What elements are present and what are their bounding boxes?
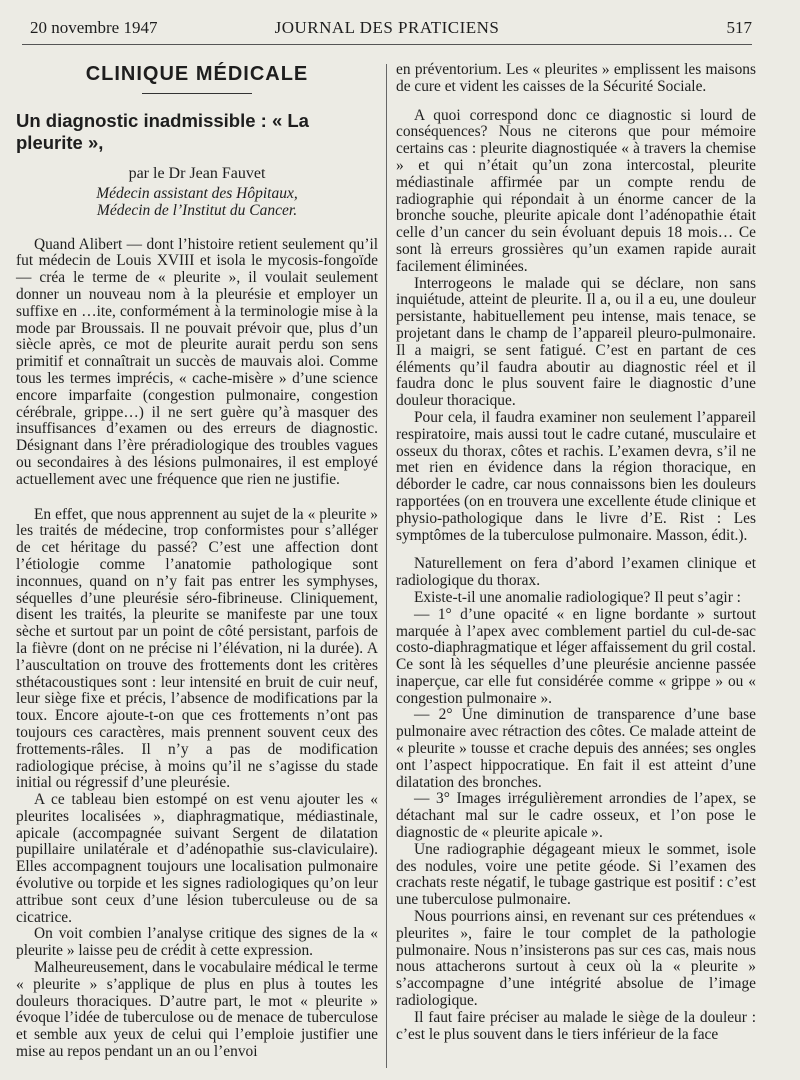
section-heading: CLINIQUE MÉDICALE — [85, 63, 309, 85]
paragraph: Il faut faire préciser au malade le siège de la douleur : c’est le plus souvent dans le tiers inférieur de la face — [396, 1008, 756, 1043]
paragraph: Naturellement on fera d’abord l’examen clinique et radiologique du thorax. — [396, 555, 756, 590]
paragraph: Malheureusement, dans le vocabulaire médical le terme « pleurite » s’applique de plus en plus à toutes les douleurs thoraciques. D’autre part, le mot « pleurite » évoque l’idée de tuberculose ou de menace de tuberculose et semble aux yeux de celui qui l’emploie justifier une mise au repos pendant un an ou l’envoi — [16, 959, 378, 1061]
section-separator — [142, 93, 252, 94]
paragraph: — 3° Images irrégulièrement arrondies de l’apex, se détachant mal sur le cadre osseux, et l’on pose le diagnostic de « pleurite apicale ». — [396, 790, 756, 842]
left-column — [16, 62, 378, 1061]
paragraph: — 2° Une diminution de transparence d’une base pulmonaire avec rétraction des côtes. Ce malade atteint de « pleurite » tousse et crache depuis des années; ses ongles ont l’aspect hippocratique. En fait il est atteint d’une dilatation des bronches. — [396, 706, 756, 791]
column-divider — [386, 64, 387, 1068]
article-title: Un diagnostic inadmissible : « La pleurite », — [16, 109, 309, 153]
author-affiliation-2: Médecin de l’Institut du Cancer. — [96, 201, 298, 219]
right-column — [396, 62, 756, 1043]
running-header — [22, 14, 752, 45]
paragraph: En effet, que nous apprennent au sujet de la « pleurite » les traités de médecine, trop conformistes pour s’alléger de cet héritage du passé? C’est une affection dont l’étiologie comme l’anatomie pathologique sont inconnues, quand on n’y fait pas entrer les symphyses, séquelles d’une pleurésie séro-fibrineuse. Cliniquement, disent les traités, la pleurite se manifeste par une toux sèche et surtout par un point de côté persistant, parfois de la fièvre (dont on ne précise ni l’élévation, ni la durée). A l’auscultation on trouve des frottements dont les critères sthétacoustiques sont : leur intensité en bruit de cuir neuf, leur siège fixe et précis, l’absence de modifications par la toux. Encore ajoute-t-on que ces frottements n’ont pas toujours ces caractères, mais prennent souvent ceux des frottements-râles. Il n’y a pas de modification radiologique précise, à moins qu’il ne s’agisse du stade initial ou régressif d’une pleurésie. — [16, 505, 378, 792]
header-journal-title: JOURNAL DES PRATICIENS — [274, 18, 500, 37]
paragraph: Quand Alibert — dont l’histoire retient seulement qu’il fut médecin de Louis XVIII et isola le mycosis-fongoïde — créa le terme de « pleurite », il voulait seulement donner un nouveau nom à la pleurésie et employer un suffixe en …ite, conformément à la terminologie mise à la mode par Broussais. Il ne pouvait prévoir que, plus d’un siècle après, ce mot de pleurite aurait perdu son sens primitif et connaîtrait un succès de mauvais aloi. Comme tous les termes imprécis, « cache-misère » d’une science encore imparfaite (congestion pulmonaire, congestion cérébrale, grippe…) il ne sert guère qu’à masquer des insuffisances d’examen ou des erreurs de diagnostic. Désignant dans l’ère préradiologique des troubles vagues ou secondaires à des lésions pulmonaires, il est employé actuellement avec une fréquence que rien ne justifie. — [16, 235, 378, 488]
author-affiliation-1: Médecin assistant des Hôpitaux, — [96, 184, 298, 202]
header-date: 20 novembre 1947 — [30, 18, 158, 37]
paragraph: Pour cela, il faudra examiner non seulement l’appareil respiratoire, mais aussi tout le cadre cutané, musculaire et osseux du thorax, côtes et rachis. L’examen devra, s’il ne met rien en évidence dans la région thoracique, en déborder le cadre, car nous connaissons bien les douleurs rapportées (on en trouvera une excellente étude clinique et physio-pathologique dans le livre d’E. Rist : Les symptômes de la tuberculose pulmonaire. Masson, édit.). — [396, 408, 756, 544]
author-byline: par le Dr Jean Fauvet — [128, 164, 266, 182]
paragraph: A quoi correspond donc ce diagnostic si lourd de conséquences? Nous ne citerons que pour mémoire certains cas : pleurite diagnostiquée « à travers la chemise » et qui n’était qu’un zona intercostal, pleurite médiastinale affirmée par un compte rendu de radiographie qui répondait à un énorme cancer de la bronche souche, pleurite apicale dont l’adénopathie était celle d’un cancer du sein évoluant depuis 18 mois… Ce sont là erreurs grossières qu’un examen rapide aurait facilement éliminées. — [396, 106, 756, 275]
paragraph: A ce tableau bien estompé on est venu ajouter les « pleurites localisées », diaphragmatique, médiastinale, apicale (accompagnée suivant Sergent de dilatation pupillaire unilatérale et d’adénopathie sus-claviculaire). Elles accompagnent toujours une localisation pulmonaire évolutive ou torpide et les signes radiologiques qu’on leur attribue sont ceux d’une lésion tuberculeuse ou de sa cicatrice. — [16, 791, 378, 926]
header-page-number: 517 — [726, 18, 752, 37]
paragraph: Existe-t-il une anomalie radiologique? Il peut s’agir : — [414, 588, 741, 606]
paragraph: Nous pourrions ainsi, en revenant sur ces prétendues « pleurites », faire le tour complet de la pathologie pulmonaire. Nous n’insisterons pas sur ces cas, mais nous nous attacherons surtout à ceux où la « pleurite » s’accompagne d’une intégrité absolue de l’image radiologique. — [396, 908, 756, 1010]
paragraph: — 1° d’une opacité « en ligne bordante » surtout marquée à l’apex avec comblement partiel du cul-de-sac costo-diaphragmatique et léger affaissement du gril costal. Ce sont là les séquelles d’une pleurésie ancienne passée inaperçue, car elle fut considérée comme « grippe » ou « congestion pulmonaire ». — [396, 605, 756, 707]
paragraph: en préventorium. Les « pleurites » emplissent les maisons de cure et vident les caisses de la Sécurité Sociale. — [396, 61, 756, 95]
paragraph: Une radiographie dégageant mieux le sommet, isole des nodules, voire une petite géode. Si l’examen des crachats reste négatif, le tubage gastrique est positif : c’est une tuberculose pulmonaire. — [396, 840, 756, 909]
paragraph: On voit combien l’analyse critique des signes de la « pleurite » laisse peu de crédit à cette expression. — [16, 925, 378, 960]
paragraph: Interrogeons le malade qui se déclare, non sans inquiétude, atteint de pleurite. Il a, ou il a eu, une douleur persistante, habituellement peu intense, mais tenace, se projetant dans le champ de l’appareil pleuro-pulmonaire. Il a maigri, se sent fatigué. C’est en partant de ces éléments qu’il faudra aboutir au diagnostic réel et il faudra donc le plus souvent faire le diagnostic d’une douleur thoracique. — [396, 274, 756, 410]
